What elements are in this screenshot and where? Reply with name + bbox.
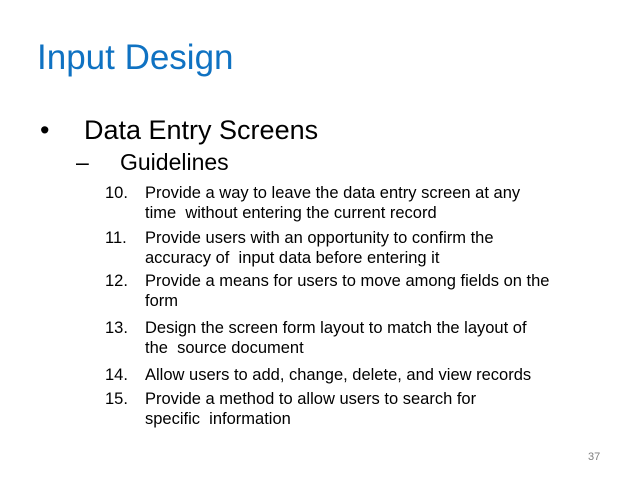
list-item-text: Provide a means for users to move among fields on the form	[145, 272, 550, 310]
list-item-text: Provide users with an opportunity to confirm the accuracy of input data before entering it	[145, 229, 494, 267]
sub-bullet-guidelines	[76, 148, 229, 176]
list-item	[105, 228, 590, 268]
bullet-data-entry-screens	[40, 115, 318, 145]
list-item-number: 10.	[105, 184, 128, 202]
list-item	[105, 183, 590, 223]
list-item-number: 11.	[105, 229, 127, 247]
sub-bullet-text: Guidelines	[120, 149, 229, 175]
list-item-number: 13.	[105, 319, 128, 337]
list-item-text: Provide a way to leave the data entry screen at any time without entering the current record	[145, 184, 521, 222]
list-item	[105, 271, 590, 311]
list-item-number: 12.	[105, 272, 128, 290]
list-item	[105, 318, 590, 358]
slide-title: Input Design	[37, 38, 234, 77]
list-item-text: Provide a method to allow users to search for specific information	[145, 390, 477, 428]
list-item-number: 14.	[105, 366, 128, 384]
list-item-number: 15.	[105, 390, 128, 408]
list-item-text: Design the screen form layout to match the layout of the source document	[145, 319, 527, 357]
bullet-symbol: •	[40, 115, 50, 145]
list-item	[105, 389, 590, 429]
list-item-text: Allow users to add, change, delete, and view records	[145, 366, 532, 384]
list-item	[105, 365, 590, 385]
sub-bullet-dash: –	[76, 149, 89, 175]
page-number: 37	[588, 451, 601, 463]
bullet-text: Data Entry Screens	[84, 115, 319, 145]
